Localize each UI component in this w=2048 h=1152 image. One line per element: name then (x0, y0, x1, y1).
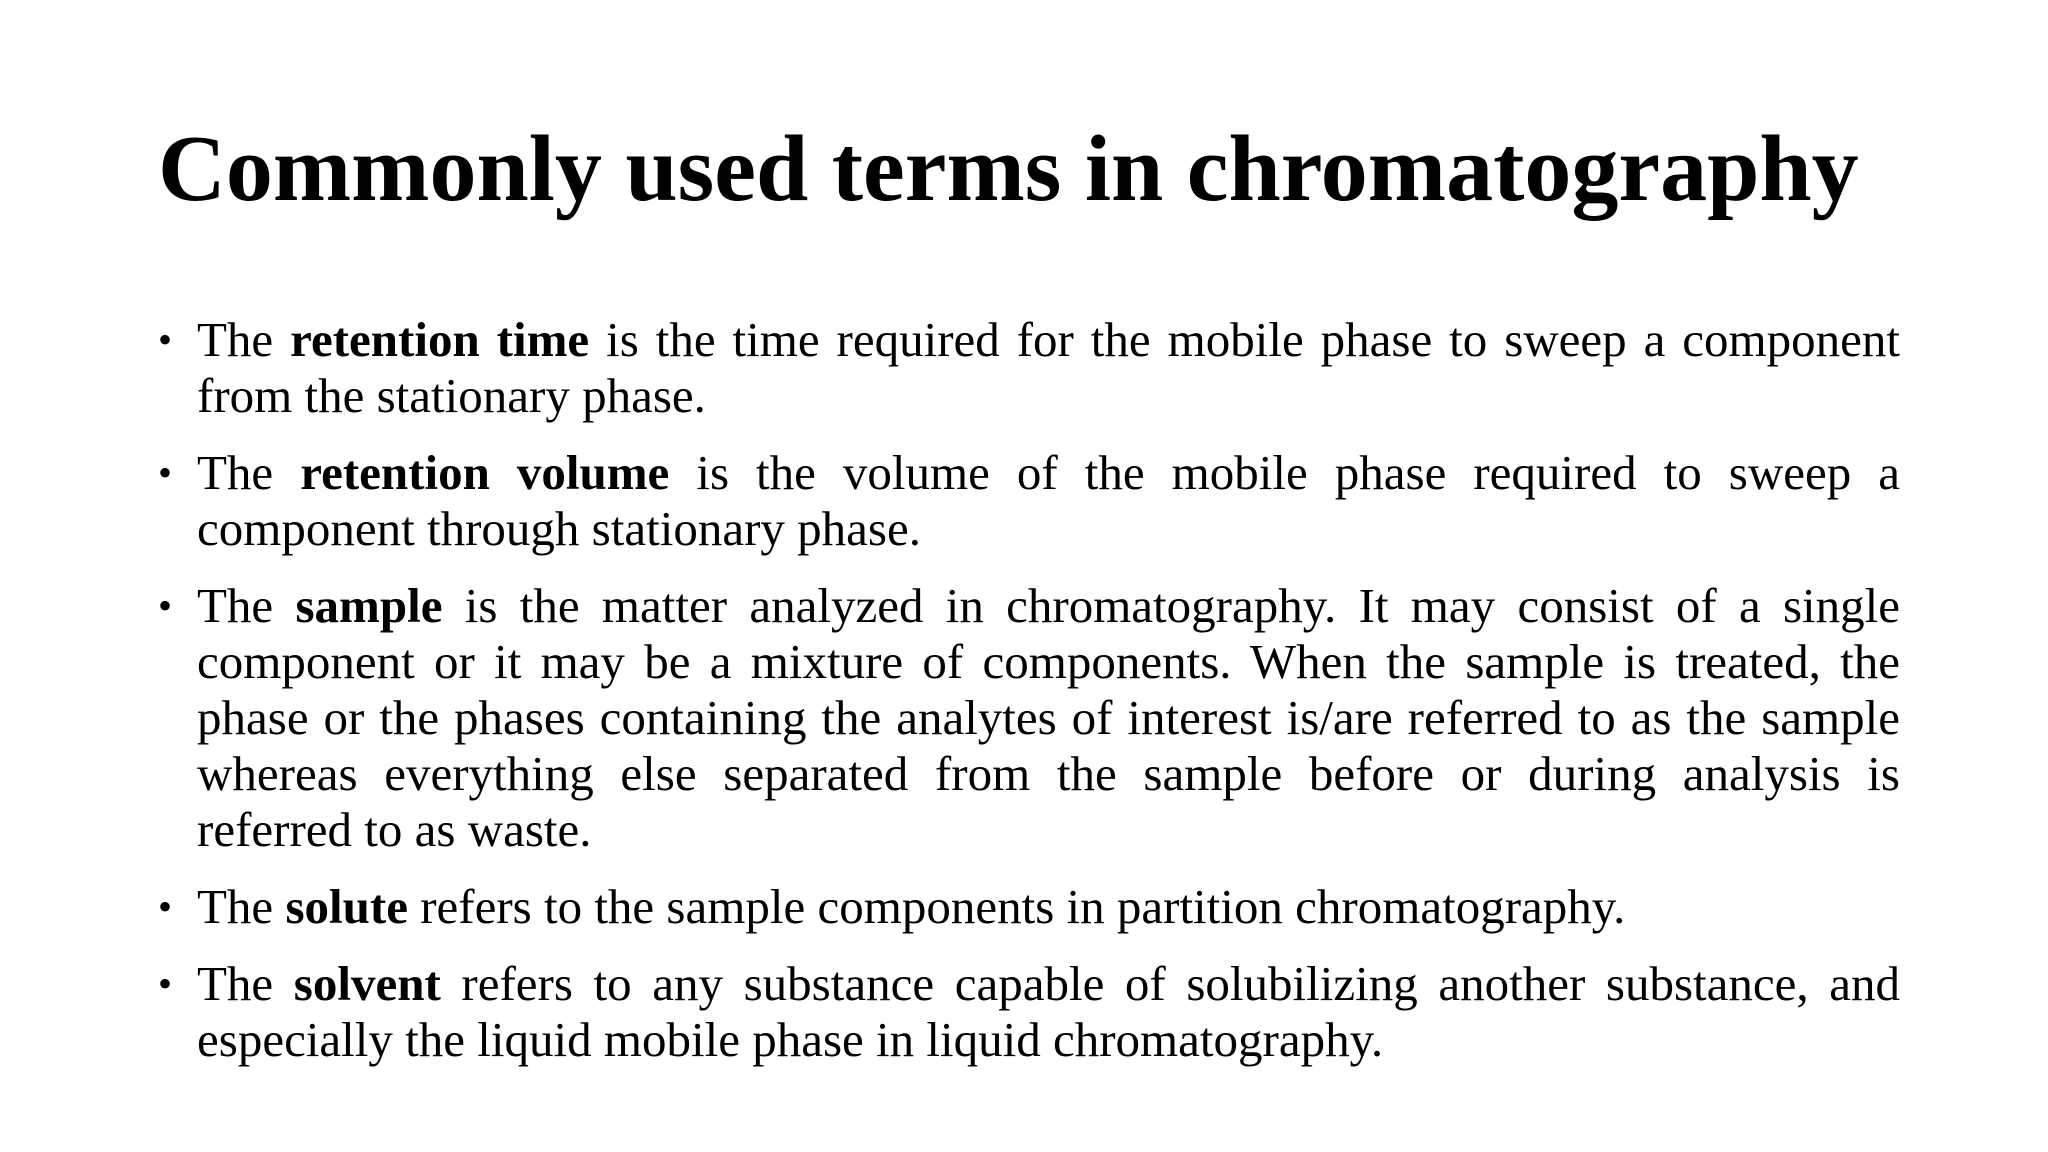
bullet-text: is the matter analyzed in chromatography. It may consist of a single component or it may be a mixture of components. When the sample is treated, the phase or the phases containing the analytes of interest is/are referred to as the sample whereas everything else separated from the sample before or during analysis is referred to as waste. (197, 578, 1901, 857)
bullet-sample (158, 578, 1900, 858)
slide-title: Commonly used terms in chromatography (158, 117, 1859, 221)
bullet-lead: The (197, 312, 274, 367)
bullet-retention-volume (158, 445, 1900, 557)
bullet-lead: The (197, 879, 274, 934)
term-solvent: solvent (293, 956, 441, 1011)
term-solute: solute (285, 879, 408, 934)
bullet-solute (158, 879, 1900, 935)
term-retention-volume: retention volume (300, 445, 670, 500)
bullet-text: is the volume of the mobile phase required to sweep a component through stationary phase. (197, 445, 1901, 556)
bullet-list (158, 312, 1900, 1089)
bullet-lead: The (197, 578, 274, 633)
bullet-lead: The (197, 445, 274, 500)
term-retention-time: retention time (290, 312, 590, 367)
bullet-text: refers to the sample components in partition chromatography. (420, 879, 1626, 934)
bullet-solvent (158, 956, 1900, 1068)
bullet-retention-time (158, 312, 1900, 424)
bullet-lead: The (197, 956, 274, 1011)
term-sample: sample (295, 578, 443, 633)
bullet-text: is the time required for the mobile phase to sweep a component from the stationary phase. (197, 312, 1900, 423)
bullet-text: refers to any substance capable of solubilizing another substance, and especially the liquid mobile phase in liquid chromatography. (197, 956, 1900, 1067)
